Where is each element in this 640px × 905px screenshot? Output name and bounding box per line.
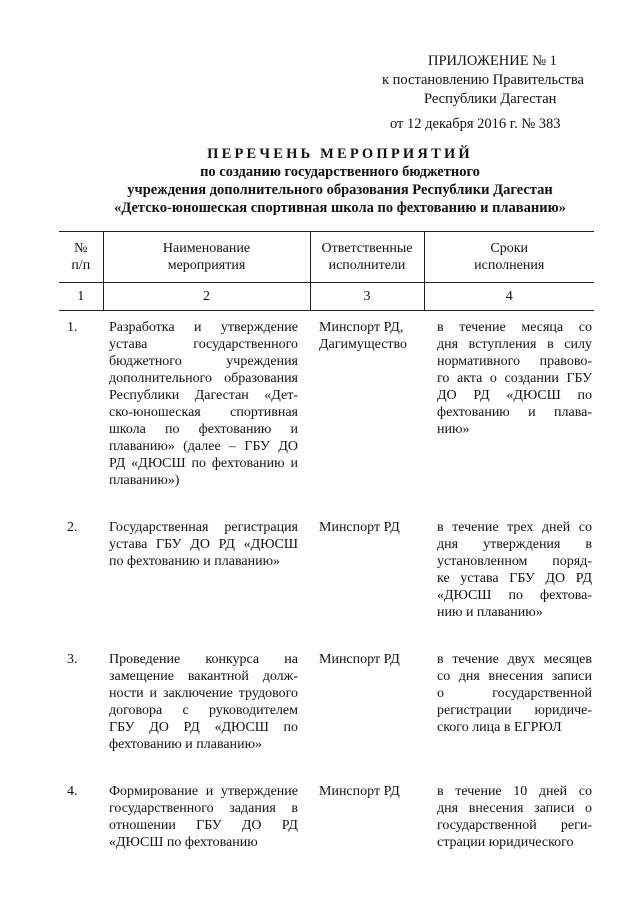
appendix-date-number: от 12 декабря 2016 г. № 383 <box>390 116 561 132</box>
deadline <box>424 651 594 783</box>
cell-text-line: дня вступления в силу <box>437 337 592 352</box>
cell-text-line: отношении ГБУ ДО РД <box>109 818 298 833</box>
column-number: 4 <box>424 283 594 311</box>
cell-text-line: в течение трех дней со <box>437 520 592 535</box>
cell-text-line: дня утверждения в <box>437 537 592 552</box>
title-line: учреждения дополнительного образования Республики Дагестан <box>127 182 553 198</box>
cell-text-line: Государственная регистрация <box>109 520 298 535</box>
cell-text-line: в течение 10 дней со <box>437 784 592 799</box>
cell-text-line: регистрации юридиче- <box>437 703 592 718</box>
cell-text-line: нормативного правово- <box>437 354 592 369</box>
row-number: 4. <box>67 784 78 799</box>
cell-text-line: Дагимущество <box>319 337 408 352</box>
table-header-row <box>59 232 594 283</box>
table-row <box>59 519 594 651</box>
measure-name <box>103 783 310 851</box>
cell-text-line: замещение вакантной долж- <box>109 669 298 684</box>
column-number: 3 <box>310 283 424 311</box>
cell-text-line: плаванию») <box>109 473 180 488</box>
cell-text-line: по фехтованию и плаванию» <box>109 554 281 569</box>
cell-text-line: со дня внесения записи <box>437 669 592 684</box>
cell-text-line: РД «ДЮСШ по фехтованию и <box>109 456 298 471</box>
row-number: 1. <box>67 320 78 335</box>
column-number: 2 <box>103 283 310 311</box>
deadline <box>424 319 594 519</box>
title-line: «Детско-юношеская спортивная школа по фехтованию и плаванию» <box>114 200 566 216</box>
deadline <box>424 519 594 651</box>
cell-text-line: плаванию» (далее – ГБУ ДО <box>109 439 298 454</box>
table-row <box>59 651 594 783</box>
table-row <box>59 783 594 851</box>
measure-name <box>103 651 310 783</box>
cell-text-line: нию» <box>437 422 470 437</box>
cell-text-line: государственной реги- <box>437 818 592 833</box>
cell-text-line: ДО РД «ДЮСШ по <box>437 388 592 403</box>
document-title <box>60 145 620 217</box>
responsible-executors <box>310 651 424 783</box>
row-number: 2. <box>67 520 78 535</box>
cell-text-line: ско-юношеская спортивная <box>109 405 298 420</box>
table-row <box>59 319 594 519</box>
title-heading: ПЕРЕЧЕНЬ МЕРОПРИЯТИЙ <box>207 146 473 162</box>
cell-text-line: устава ГБУ ДО РД «ДЮСШ <box>109 537 298 552</box>
responsible-executors <box>310 519 424 651</box>
title-line: по созданию государственного бюджетного <box>200 164 480 180</box>
cell-text-line: Формирование и утверждение <box>109 784 298 799</box>
cell-text-line: дополнительного образования <box>109 371 298 386</box>
measure-name <box>103 519 310 651</box>
cell-text-line: в течение месяца со <box>437 320 592 335</box>
cell-text-line: бюджетного учреждения <box>109 354 298 369</box>
cell-text-line: Минспорт РД, <box>319 320 404 335</box>
responsible-executors <box>310 783 424 851</box>
appendix-label: ПРИЛОЖЕНИЕ № 1 <box>428 53 557 69</box>
cell-text-line: го акта о создании ГБУ <box>437 371 592 386</box>
cell-text-line: установленном поряд- <box>437 554 592 569</box>
header-num: № п/п <box>59 232 103 283</box>
cell-text-line: Минспорт РД <box>319 520 400 535</box>
responsible-executors <box>310 319 424 519</box>
header-name: Наименование мероприятия <box>103 232 310 283</box>
header-deadline: Сроки исполнения <box>424 232 594 283</box>
cell-text-line: «ДЮСШ по фехтованию <box>109 835 258 850</box>
cell-text-line: Республики Дагестан «Дет- <box>109 388 298 403</box>
cell-text-line: Разработка и утверждение <box>109 320 298 335</box>
cell-text-line: ке устава ГБУ ДО РД <box>437 571 592 586</box>
cell-text-line: дня внесения записи о <box>437 801 592 816</box>
cell-text-line: школа по фехтованию и <box>109 422 298 437</box>
cell-text-line: о государственной <box>437 686 592 701</box>
cell-text-line: страции юридического <box>437 835 574 850</box>
appendix-resolution: к постановлению Правительства <box>382 72 584 88</box>
cell-text-line: ского лица в ЕГРЮЛ <box>437 720 562 735</box>
cell-text-line: в течение двух месяцев <box>437 652 592 667</box>
column-number: 1 <box>59 283 103 311</box>
appendix-header <box>370 52 610 134</box>
header-responsible: Ответственные исполнители <box>310 232 424 283</box>
measures-table <box>59 231 594 851</box>
appendix-government: Республики Дагестан <box>424 91 557 107</box>
column-number-row <box>59 283 594 311</box>
cell-text-line: фехтованию и плава- <box>437 405 592 420</box>
cell-text-line: ности и заключение трудового <box>109 686 298 701</box>
row-number: 3. <box>67 652 78 667</box>
cell-text-line: ГБУ ДО РД «ДЮСШ по <box>109 720 298 735</box>
cell-text-line: устава государственного <box>109 337 298 352</box>
cell-text-line: договора с руководителем <box>109 703 298 718</box>
deadline <box>424 783 594 851</box>
cell-text-line: «ДЮСШ по фехтова- <box>437 588 592 603</box>
cell-text-line: нию и плаванию» <box>437 605 543 620</box>
cell-text-line: Минспорт РД <box>319 784 400 799</box>
cell-text-line: Проведение конкурса на <box>109 652 298 667</box>
measure-name <box>103 319 310 519</box>
cell-text-line: государственного задания в <box>109 801 298 816</box>
cell-text-line: фехтованию и плаванию» <box>109 737 263 752</box>
cell-text-line: Минспорт РД <box>319 652 400 667</box>
